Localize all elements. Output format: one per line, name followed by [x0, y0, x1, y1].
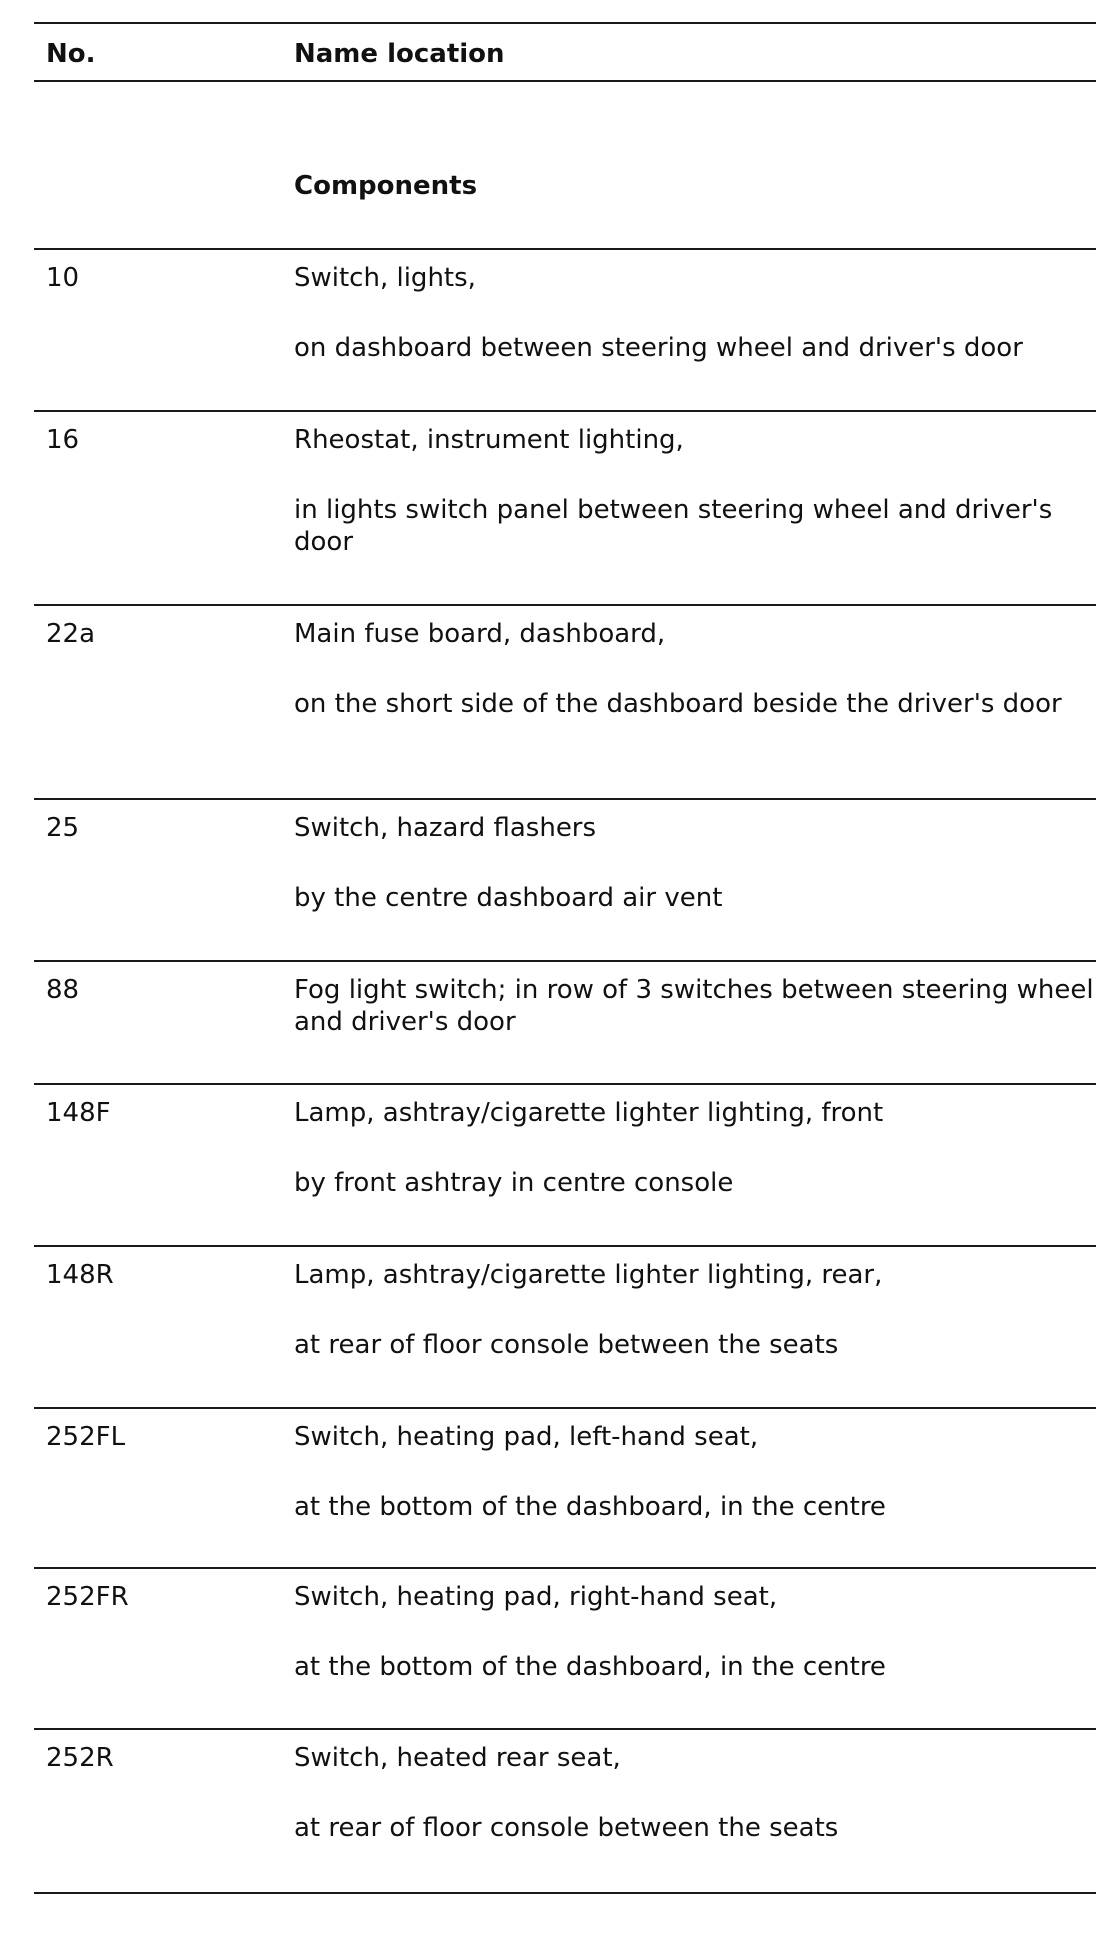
- component-location: at rear of floor console between the seats: [294, 1813, 839, 1843]
- row-divider: [34, 798, 1096, 800]
- component-name: Fog light switch; in row of 3 switches between steering wheel and driver's door: [294, 975, 1094, 1037]
- row-number: 148F: [46, 1098, 111, 1128]
- row-number: 148R: [46, 1260, 114, 1290]
- component-location: by front ashtray in centre console: [294, 1168, 734, 1198]
- row-divider: [34, 1245, 1096, 1247]
- component-location: by the centre dashboard air vent: [294, 883, 723, 913]
- component-location: at the bottom of the dashboard, in the centre: [294, 1492, 886, 1522]
- table-top-rule: [34, 22, 1096, 24]
- row-number: 252R: [46, 1743, 114, 1773]
- row-number: 252FL: [46, 1422, 126, 1452]
- row-divider: [34, 248, 1096, 250]
- row-divider: [34, 1407, 1096, 1409]
- component-name: Switch, heating pad, right-hand seat,: [294, 1582, 778, 1612]
- component-name: Switch, heating pad, left-hand seat,: [294, 1422, 759, 1452]
- row-number: 22a: [46, 619, 96, 649]
- row-number: 10: [46, 263, 80, 293]
- row-number: 252FR: [46, 1582, 129, 1612]
- row-number: 88: [46, 975, 80, 1005]
- component-location: in lights switch panel between steering wheel and driver's door: [294, 495, 1053, 557]
- component-location: at the bottom of the dashboard, in the centre: [294, 1652, 886, 1682]
- component-location: on the short side of the dashboard beside the driver's door: [294, 689, 1062, 719]
- column-header-name-location: Name location: [294, 39, 505, 69]
- column-header-no: No.: [46, 39, 96, 69]
- row-number: 25: [46, 813, 80, 843]
- component-name: Rheostat, instrument lighting,: [294, 425, 684, 455]
- table-bottom-rule: [34, 1892, 1096, 1894]
- row-divider: [34, 1083, 1096, 1085]
- row-divider: [34, 604, 1096, 606]
- component-name: Lamp, ashtray/cigarette lighter lighting, rear,: [294, 1260, 883, 1290]
- row-divider: [34, 1728, 1096, 1730]
- component-location: at rear of floor console between the seats: [294, 1330, 839, 1360]
- row-divider: [34, 410, 1096, 412]
- row-number: 16: [46, 425, 80, 455]
- component-name: Main fuse board, dashboard,: [294, 619, 666, 649]
- row-divider: [34, 1567, 1096, 1569]
- row-divider: [34, 960, 1096, 962]
- header-bottom-rule: [34, 80, 1096, 82]
- section-title: Components: [294, 171, 478, 201]
- component-location: on dashboard between steering wheel and driver's door: [294, 333, 1023, 363]
- component-name: Lamp, ashtray/cigarette lighter lighting, front: [294, 1098, 884, 1128]
- component-name: Switch, heated rear seat,: [294, 1743, 621, 1773]
- component-name: Switch, lights,: [294, 263, 476, 293]
- component-name: Switch, hazard flashers: [294, 813, 597, 843]
